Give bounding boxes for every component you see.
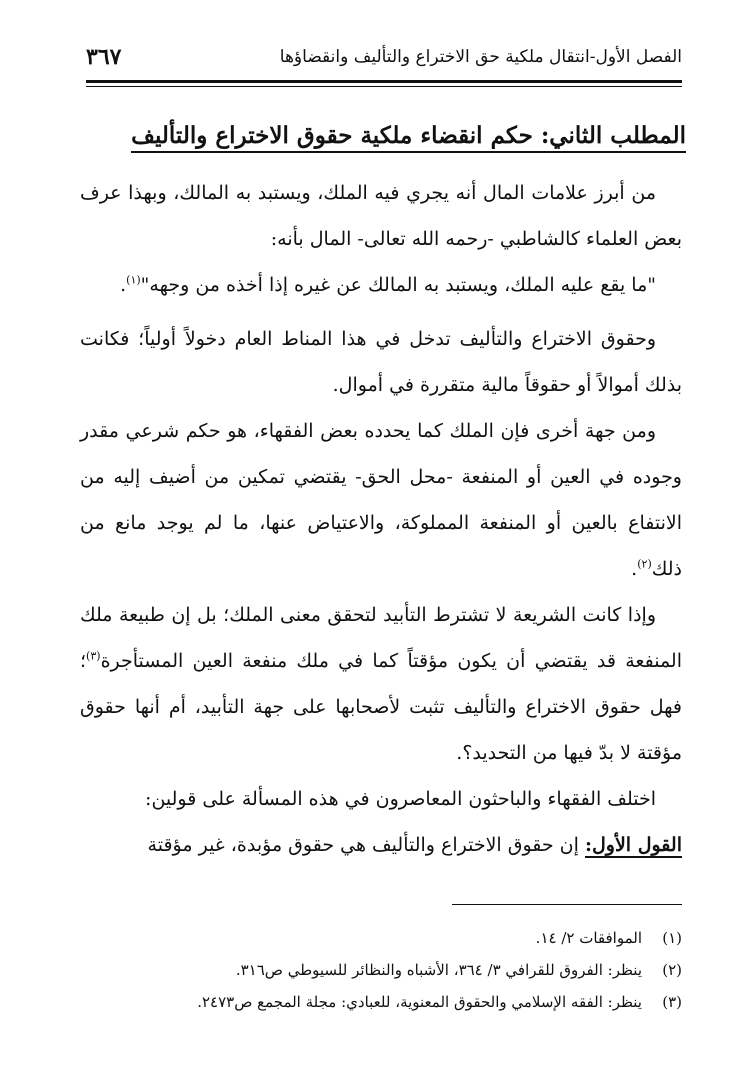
header-rule-thick [86, 80, 682, 83]
paragraph-quote: "ما يقع عليه الملك، ويستبد به المالك عن غيره إذا أخذه من وجهه"$^{(١)}$. [120, 273, 656, 296]
body-text [80, 170, 682, 868]
footnote-number: (١) [662, 929, 682, 947]
section-heading-text [131, 122, 686, 153]
footnote-ref: (٢) [637, 557, 652, 571]
paragraph-text: ومن جهة أخرى فإن الملك كما يحدده بعض الفقهاء، هو حكم شرعي مقدر وجوده في العين أو المنفعة -محل الحق- يقتضي تمكين من أضيف إليه من الانتفاع بالعين أو المنفعة المملوكة، والاعتياض عنها، ما لم يوجد مانع من ذلك [80, 420, 682, 580]
opinion-term: القول الأول: [584, 834, 682, 856]
paragraph-text: وإذا كانت الشريعة لا تشترط التأبيد لتحقق معنى الملك؛ بل إن طبيعة ملك المنفعة قد يقتضي أن يكون مؤقتاً كما في ملك منفعة العين المستأجرة [80, 604, 682, 672]
header-rule-thin [86, 86, 682, 87]
footnote-number: (٣) [662, 993, 682, 1011]
footnotes [80, 922, 682, 1018]
footnote-ref: (٣) [86, 649, 101, 663]
paragraph-text: ؛ فهل حقوق الاختراع والتأليف تثبت لأصحابها على جهة التأبيد، أم أنها حقوق مؤقتة لا بدّ فيها من التحديد؟. [80, 650, 682, 764]
footnote-separator [452, 904, 682, 905]
footnote-ref: (١) [126, 273, 141, 287]
paragraph [80, 822, 682, 868]
footnote-text: ينظر: الفقه الإسلامي والحقوق المعنوية، للعبادي: مجلة المجمع ص٢٤٧٣. [197, 993, 642, 1011]
footnote [80, 986, 682, 1018]
section-title: حكم انقضاء ملكية حقوق الاختراع والتأليف [131, 122, 533, 149]
footnote [80, 922, 682, 954]
section-heading [74, 113, 686, 159]
section-label: المطلب الثاني: [540, 122, 686, 149]
footnote [80, 954, 682, 986]
quote-text: "ما يقع عليه الملك، ويستبد به المالك عن غيره إذا أخذه من وجهه" [140, 274, 656, 296]
paragraph: من أبرز علامات المال أنه يجري فيه الملك، ويستبد به المالك، وبهذا عرف بعض العلماء كالشاطبي -رحمه الله تعالى- المال بأنه: [80, 182, 682, 250]
paragraph-text: إن حقوق الاختراع والتأليف هي حقوق مؤبدة، غير مؤقتة [147, 834, 579, 856]
page-number: ٣٦٧ [86, 44, 122, 70]
paragraph: اختلف الفقهاء والباحثون المعاصرون في هذه المسألة على قولين: [145, 788, 656, 810]
footnote-text: الموافقات ٢/ ١٤. [535, 929, 642, 947]
running-header [86, 40, 682, 74]
chapter-title: الفصل الأول-انتقال ملكية حق الاختراع والتأليف وانقضاؤها [279, 46, 682, 67]
footnote-number: (٢) [662, 961, 682, 979]
paragraph: ومن جهة أخرى فإن الملك كما يحدده بعض الفقهاء، هو حكم شرعي مقدر وجوده في العين أو المنفعة -محل الحق- يقتضي تمكين من أضيف إليه من الانتفاع بالعين أو المنفعة المملوكة، والاعتياض عنها، ما لم يوجد مانع من ذلك$^{(٢)}$. [80, 420, 682, 580]
paragraph: وحقوق الاختراع والتأليف تدخل في هذا المناط العام دخولاً أولياً؛ فكانت بذلك أموالاً أو حقوقاً مالية متقررة في أموال. [80, 328, 682, 396]
paragraph [80, 592, 682, 776]
footnote-text: ينظر: الفروق للقرافي ٣/ ٣٦٤، الأشباه والنظائر للسيوطي ص٣١٦. [235, 961, 642, 979]
